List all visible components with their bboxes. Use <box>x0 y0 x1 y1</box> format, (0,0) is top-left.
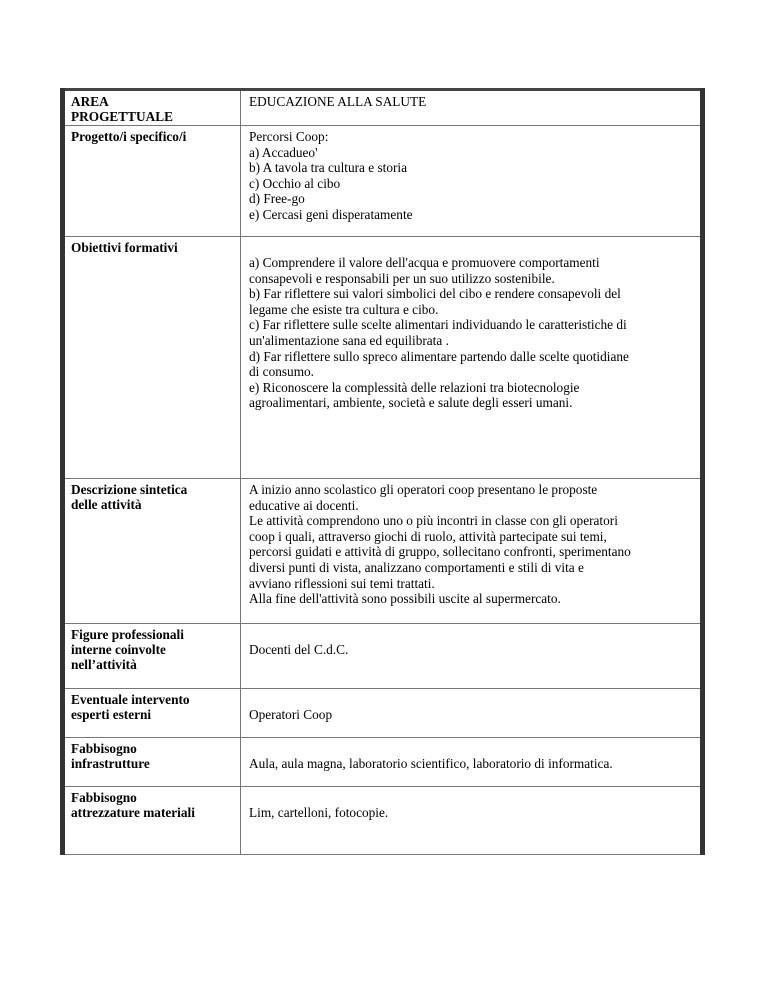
label-line: infrastrutture <box>71 756 150 771</box>
value-line: di consumo. <box>249 364 315 380</box>
row-esperti-esterni <box>63 689 703 738</box>
value-line: A inizio anno scolastico gli operatori coop presentano le proposte <box>249 482 598 497</box>
value-line: un'alimentazione sana ed equilibrata . <box>249 332 449 348</box>
label-progetti-specifici <box>63 126 241 237</box>
value-line: a) Accadueo' <box>249 144 318 160</box>
value-line: consapevoli e responsabili per un suo utilizzo sostenibile. <box>249 270 555 286</box>
value-line: Le attività comprendono uno o più incontri in classe con gli operatori <box>249 513 618 529</box>
value-line: c) Far riflettere sulle scelte alimentari individuando le caratteristiche di <box>249 317 627 333</box>
value-descrizione-attivita <box>241 479 703 624</box>
value-line: b) A tavola tra cultura e storia <box>249 160 408 176</box>
label-line: Descrizione sintetica <box>71 482 188 497</box>
label-line: nell’attività <box>71 657 137 672</box>
project-form-table <box>60 88 705 855</box>
row-progetti-specifici <box>63 126 703 237</box>
value-line: d) Free-go <box>249 191 305 207</box>
value-line: Lim, cartelloni, fotocopie. <box>249 805 389 820</box>
label-esperti-esterni <box>63 689 241 738</box>
value-progetti-specifici <box>241 126 703 237</box>
value-line: educative ai docenti. <box>249 497 359 513</box>
label-line: AREA <box>71 94 109 109</box>
row-figure-professionali <box>63 624 703 689</box>
label-line: Figure professionali <box>71 627 184 642</box>
row-obiettivi-formativi <box>63 237 703 479</box>
value-line: b) Far riflettere sui valori simbolici del cibo e rendere consapevoli del <box>249 286 621 302</box>
label-obiettivi-formativi <box>63 237 241 479</box>
value-fabbisogno-attrezzature <box>241 787 703 855</box>
label-line: Progetto/i specifico/i <box>71 129 187 144</box>
value-line: e) Cercasi geni disperatamente <box>249 206 413 222</box>
row-descrizione-attivita <box>63 479 703 624</box>
label-line: Fabbisogno <box>71 790 137 805</box>
spacer <box>249 741 694 756</box>
label-fabbisogno-attrezzature <box>63 787 241 855</box>
value-line: a) Comprendere il valore dell'acqua e promuovere comportamenti <box>249 255 600 270</box>
label-line: interne coinvolte <box>71 642 166 657</box>
spacer <box>249 692 694 707</box>
label-descrizione-attivita <box>63 479 241 624</box>
row-area-progettuale <box>63 90 703 126</box>
value-line: diversi punti di vista, analizzano comportamenti e stili di vita e <box>249 559 584 575</box>
value-line: e) Riconoscere la complessità delle relazioni tra biotecnologie <box>249 379 580 395</box>
value-line: Alla fine dell'attività sono possibili uscite al supermercato. <box>249 591 561 607</box>
spacer <box>249 790 694 805</box>
value-line: avviano riflessioni sui temi trattati. <box>249 575 435 591</box>
label-line: attrezzature materiali <box>71 805 195 820</box>
label-line: esperti esterni <box>71 707 152 722</box>
value-line: percorsi guidati e attività di gruppo, sollecitano confronti, sperimentano <box>249 544 631 560</box>
row-fabbisogno-attrezzature <box>63 787 703 855</box>
label-line: Obiettivi formativi <box>71 240 178 255</box>
value-line: coop i quali, attraverso giochi di ruolo, attività partecipate sui temi, <box>249 528 607 544</box>
value-line: EDUCAZIONE ALLA SALUTE <box>249 94 427 109</box>
value-area-progettuale <box>241 90 703 126</box>
label-line: delle attività <box>71 497 142 512</box>
value-obiettivi-formativi <box>241 237 703 479</box>
value-line: Operatori Coop <box>249 707 333 722</box>
value-fabbisogno-infrastrutture <box>241 738 703 787</box>
value-line: Percorsi Coop: <box>249 129 329 144</box>
value-line: agroalimentari, ambiente, società e salute degli esseri umani. <box>249 395 573 411</box>
spacer <box>249 240 694 255</box>
label-line: Fabbisogno <box>71 741 137 756</box>
value-line: legame che esiste tra cultura e cibo. <box>249 301 439 317</box>
label-area-progettuale <box>63 90 241 126</box>
value-line: d) Far riflettere sullo spreco alimentare partendo dalle scelte quotidiane <box>249 348 629 364</box>
label-line: PROGETTUALE <box>71 109 173 124</box>
value-esperti-esterni <box>241 689 703 738</box>
value-figure-professionali <box>241 624 703 689</box>
value-line: c) Occhio al cibo <box>249 175 341 191</box>
label-figure-professionali <box>63 624 241 689</box>
spacer <box>249 627 694 642</box>
value-line: Docenti del C.d.C. <box>249 642 349 657</box>
row-fabbisogno-infrastrutture <box>63 738 703 787</box>
label-line: Eventuale intervento <box>71 692 190 707</box>
value-line: Aula, aula magna, laboratorio scientifico, laboratorio di informatica. <box>249 756 613 771</box>
label-fabbisogno-infrastrutture <box>63 738 241 787</box>
